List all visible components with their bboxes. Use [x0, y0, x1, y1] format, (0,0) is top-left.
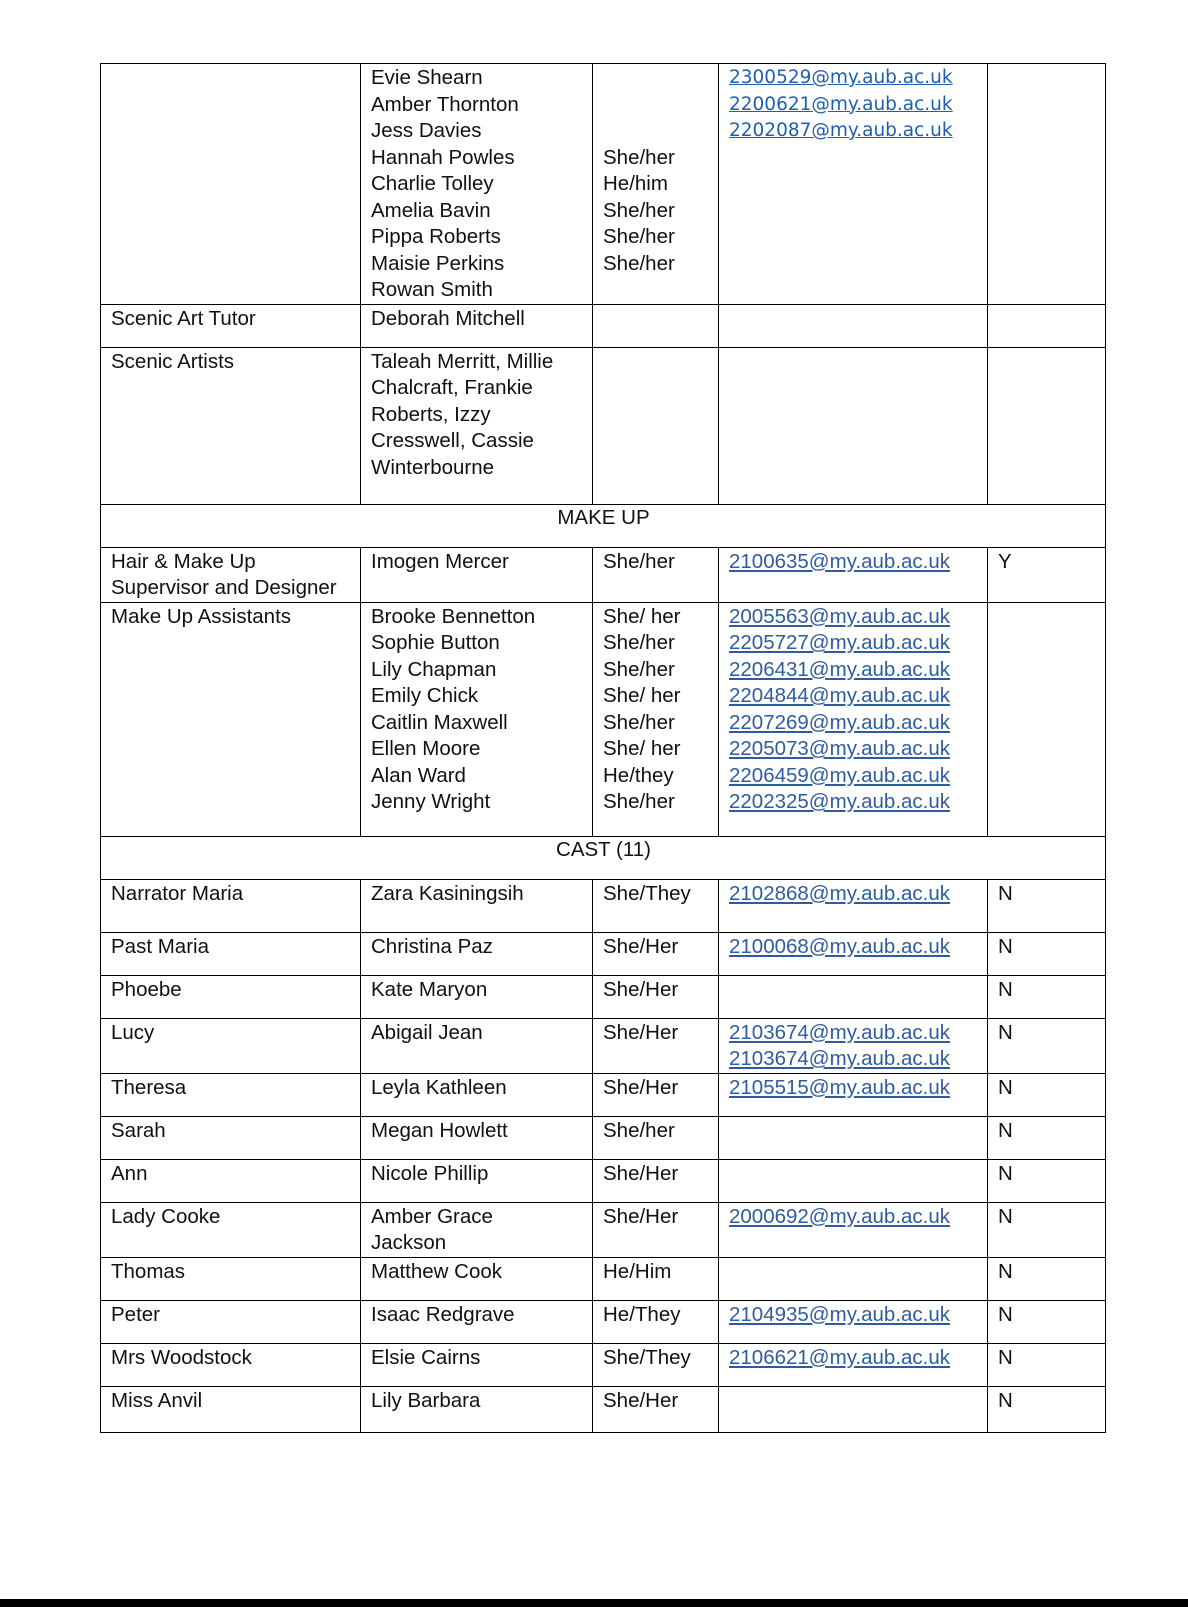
cell-text-line: She/They: [603, 1345, 691, 1369]
cell-text-line: Emily Chick: [371, 684, 479, 707]
flag-cell: [988, 64, 1106, 305]
role-cell: [101, 304, 361, 347]
cell-text-line: N: [998, 1388, 1013, 1412]
cell-text-line: Scenic Art Tutor: [111, 306, 256, 330]
role-cell: [101, 1386, 361, 1432]
cell-text-line: She/Her: [603, 1161, 679, 1185]
flag-cell: [988, 1343, 1106, 1386]
email-link[interactable]: 2207269@my.aub.ac.uk: [729, 710, 951, 734]
cell-text-line: She/her: [603, 657, 675, 681]
cell-text-line: Taleah Merritt, Millie: [371, 349, 554, 373]
pronoun-cell: [593, 879, 719, 932]
cell-text-line: Make Up Assistants: [111, 604, 292, 628]
cell-text-line: Jenny Wright: [371, 790, 491, 813]
cell-text-line: She/her: [603, 251, 675, 275]
pronoun-cell: [593, 1257, 719, 1300]
flag-cell: [988, 1300, 1106, 1343]
cell-text-line: Deborah Mitchell: [371, 306, 525, 330]
email-link[interactable]: 2205727@my.aub.ac.uk: [729, 631, 951, 654]
role-cell: [101, 975, 361, 1018]
email-cell: [719, 1300, 988, 1343]
cell-text-line: Sophie Button: [371, 631, 500, 654]
table-row: [101, 1386, 1106, 1432]
flag-cell: [988, 879, 1106, 932]
cell-text-line: Isaac Redgrave: [371, 1302, 515, 1326]
cell-text-line: Maisie Perkins: [371, 251, 505, 275]
cell-text-line: Jess Davies: [371, 119, 482, 142]
crew-cast-table: [100, 63, 1106, 1433]
cell-text-line: Kate Maryon: [371, 977, 488, 1001]
email-cell: [719, 1202, 988, 1257]
cell-text-line: Lily Chapman: [371, 657, 497, 681]
cell-text-line: [603, 65, 709, 92]
pronoun-cell: [593, 347, 719, 504]
name-cell: [361, 347, 593, 504]
pronoun-cell: [593, 1202, 719, 1257]
cell-text-line: She/Her: [603, 934, 679, 958]
section-header-row: [101, 504, 1106, 547]
cell-text-line: N: [998, 1259, 1013, 1283]
email-cell: [719, 602, 988, 836]
email-cell: [719, 1386, 988, 1432]
cell-text-line: She/her: [603, 631, 675, 654]
cell-text-line: N: [998, 934, 1013, 958]
pronoun-cell: [593, 547, 719, 602]
cell-text-line: N: [998, 1302, 1013, 1326]
email-cell: [719, 879, 988, 932]
cell-text-line: She/ her: [603, 604, 681, 628]
cell-text-line: N: [998, 1345, 1013, 1369]
table-row: [101, 64, 1106, 305]
cell-text-line: N: [998, 1020, 1013, 1044]
pronoun-cell: [593, 602, 719, 836]
cell-text-line: Abigail Jean: [371, 1020, 483, 1044]
table-row: [101, 1257, 1106, 1300]
role-cell: [101, 932, 361, 975]
name-cell: [361, 975, 593, 1018]
email-cell: [719, 932, 988, 975]
cell-text-line: Rowan Smith: [371, 278, 493, 301]
cell-text-line: Caitlin Maxwell: [371, 710, 508, 734]
cell-text-line: Evie Shearn: [371, 66, 483, 89]
email-link[interactable]: 2202325@my.aub.ac.uk: [729, 790, 951, 813]
table-row: [101, 1116, 1106, 1159]
table-row: [101, 1073, 1106, 1116]
section-header-row: [101, 836, 1106, 879]
table-row: [101, 347, 1106, 504]
pronoun-cell: [593, 975, 719, 1018]
cell-text-line: Matthew Cook: [371, 1259, 503, 1283]
name-cell: [361, 1116, 593, 1159]
cell-text-line: Hair & Make Up: [111, 549, 256, 573]
cell-text-line: Charlie Tolley: [371, 172, 494, 195]
cell-text-line: Scenic Artists: [111, 349, 235, 373]
role-cell: [101, 1073, 361, 1116]
pronoun-cell: [593, 1073, 719, 1116]
cell-text-line: [603, 118, 709, 145]
email-cell: [719, 304, 988, 347]
email-link[interactable]: 2204844@my.aub.ac.uk: [729, 684, 951, 707]
email-link[interactable]: 2105515@my.aub.ac.uk: [729, 1075, 951, 1099]
cell-text-line: He/Him: [603, 1259, 672, 1283]
pronoun-cell: [593, 1116, 719, 1159]
pronoun-cell: [593, 932, 719, 975]
email-link[interactable]: 2202087@my.aub.ac.uk: [729, 120, 953, 141]
flag-cell: [988, 347, 1106, 504]
email-link[interactable]: 2300529@my.aub.ac.uk: [729, 67, 953, 88]
cell-text-line: Sarah: [111, 1118, 166, 1142]
flag-cell: [988, 1257, 1106, 1300]
email-cell: [719, 975, 988, 1018]
flag-cell: [988, 304, 1106, 347]
role-cell: [101, 1018, 361, 1073]
cell-text-line: Miss Anvil: [111, 1388, 203, 1412]
flag-cell: [988, 602, 1106, 836]
cell-text-line: She/her: [603, 790, 675, 813]
pronoun-cell: [593, 1159, 719, 1202]
email-link[interactable]: 2005563@my.aub.ac.uk: [729, 604, 951, 628]
name-cell: [361, 1018, 593, 1073]
role-cell: [101, 1343, 361, 1386]
cell-text-line: Jackson: [371, 1231, 447, 1254]
role-cell: [101, 1116, 361, 1159]
pronoun-cell: [593, 1343, 719, 1386]
role-cell: [101, 879, 361, 932]
cell-text-line: She/ her: [603, 737, 681, 760]
cell-text-line: She/Her: [603, 1075, 679, 1099]
cell-text-line: Amber Grace: [371, 1204, 493, 1228]
name-cell: [361, 932, 593, 975]
pronoun-cell: [593, 304, 719, 347]
flag-cell: [988, 1202, 1106, 1257]
cell-text-line: He/they: [603, 763, 674, 787]
cell-text-line: Peter: [111, 1302, 160, 1326]
cell-text-line: Winterbourne: [371, 455, 495, 479]
role-cell: [101, 1202, 361, 1257]
cell-text-line: She/Her: [603, 1020, 679, 1044]
table-row: [101, 304, 1106, 347]
cell-text-line: Alan Ward: [371, 763, 466, 787]
email-cell: [719, 1159, 988, 1202]
cell-text-line: She/her: [603, 710, 675, 734]
cell-text-line: She/her: [603, 225, 675, 248]
cell-text-line: She/her: [603, 145, 675, 169]
pronoun-cell: [593, 1386, 719, 1432]
name-cell: [361, 1386, 593, 1432]
cell-text-line: Amber Thornton: [371, 92, 519, 116]
email-cell: [719, 347, 988, 504]
cell-text-line: Amelia Bavin: [371, 198, 491, 222]
cell-text-line: Cresswell, Cassie: [371, 429, 534, 452]
email-link[interactable]: 2103674@my.aub.ac.uk: [729, 1020, 951, 1044]
flag-cell: [988, 1018, 1106, 1073]
role-cell: [101, 602, 361, 836]
table-row: [101, 879, 1106, 932]
cell-text-line: She/ her: [603, 684, 681, 707]
cell-text-line: Y: [998, 549, 1012, 573]
cell-text-line: Elsie Cairns: [371, 1345, 481, 1369]
table-row: [101, 932, 1106, 975]
email-cell: [719, 64, 988, 305]
role-cell: [101, 347, 361, 504]
cell-text-line: He/They: [603, 1302, 681, 1326]
pronoun-cell: [593, 1300, 719, 1343]
role-cell: [101, 547, 361, 602]
flag-cell: [988, 1073, 1106, 1116]
table-row: [101, 1300, 1106, 1343]
cell-text-line: Imogen Mercer: [371, 549, 509, 573]
cell-text-line: Theresa: [111, 1075, 187, 1099]
flag-cell: [988, 975, 1106, 1018]
cell-text-line: Narrator Maria: [111, 881, 244, 905]
email-link[interactable]: 2206431@my.aub.ac.uk: [729, 657, 951, 681]
cell-text-line: Lily Barbara: [371, 1388, 481, 1412]
cell-text-line: N: [998, 1204, 1013, 1228]
email-link[interactable]: 2000692@my.aub.ac.uk: [729, 1204, 951, 1228]
cell-text-line: Roberts, Izzy: [371, 402, 491, 426]
cell-text-line: Hannah Powles: [371, 145, 515, 169]
table-body: [101, 64, 1106, 1433]
email-cell: [719, 1018, 988, 1073]
email-cell: [719, 1116, 988, 1159]
table-row: [101, 602, 1106, 836]
email-link[interactable]: 2205073@my.aub.ac.uk: [729, 737, 951, 760]
cell-text-line: He/him: [603, 172, 668, 195]
name-cell: [361, 64, 593, 305]
flag-cell: [988, 1116, 1106, 1159]
email-link[interactable]: 2104935@my.aub.ac.uk: [729, 1302, 951, 1326]
name-cell: [361, 1159, 593, 1202]
flag-cell: [988, 547, 1106, 602]
cell-text-line: Chalcraft, Frankie: [371, 376, 533, 399]
cell-text-line: Ann: [111, 1161, 148, 1185]
role-cell: [101, 1300, 361, 1343]
cell-text-line: Lucy: [111, 1020, 155, 1044]
cell-text-line: She/Her: [603, 1388, 679, 1412]
cell-text-line: N: [998, 1075, 1013, 1099]
cell-text-line: Supervisor and Designer: [111, 576, 337, 599]
email-link[interactable]: 2100068@my.aub.ac.uk: [729, 934, 951, 958]
table-row: [101, 1202, 1106, 1257]
cell-text-line: Thomas: [111, 1259, 186, 1283]
cell-text-line: Megan Howlett: [371, 1118, 508, 1142]
cell-text-line: Past Maria: [111, 934, 209, 958]
cell-text-line: Zara Kasiningsih: [371, 881, 524, 905]
section-heading: MAKE UP: [101, 504, 1106, 547]
email-cell: [719, 1073, 988, 1116]
email-link[interactable]: 2103674@my.aub.ac.uk: [729, 1047, 951, 1070]
table-row: [101, 1343, 1106, 1386]
name-cell: [361, 1073, 593, 1116]
cell-text-line: She/her: [603, 549, 675, 573]
cell-text-line: [603, 92, 709, 119]
page-bottom-edge: [0, 1599, 1188, 1607]
role-cell: [101, 64, 361, 305]
cell-text-line: She/her: [603, 1118, 675, 1142]
cell-text-line: Pippa Roberts: [371, 225, 501, 248]
cell-text-line: Mrs Woodstock: [111, 1345, 252, 1369]
table-row: [101, 1018, 1106, 1073]
cell-text-line: She/Her: [603, 977, 679, 1001]
pronoun-cell: [593, 1018, 719, 1073]
name-cell: [361, 602, 593, 836]
name-cell: [361, 304, 593, 347]
flag-cell: [988, 1159, 1106, 1202]
email-link[interactable]: 2102868@my.aub.ac.uk: [729, 881, 951, 905]
cell-text-line: Leyla Kathleen: [371, 1075, 507, 1099]
email-link[interactable]: 2206459@my.aub.ac.uk: [729, 763, 951, 787]
name-cell: [361, 547, 593, 602]
name-cell: [361, 1343, 593, 1386]
name-cell: [361, 1300, 593, 1343]
table-row: [101, 1159, 1106, 1202]
cell-text-line: N: [998, 1118, 1013, 1142]
email-cell: [719, 1257, 988, 1300]
cell-text-line: She/her: [603, 198, 675, 222]
email-link[interactable]: 2200621@my.aub.ac.uk: [729, 93, 953, 115]
cell-text-line: She/Her: [603, 1204, 679, 1228]
cell-text-line: Christina Paz: [371, 934, 493, 958]
cell-text-line: Nicole Phillip: [371, 1161, 489, 1185]
pronoun-cell: [593, 64, 719, 305]
table-row: [101, 975, 1106, 1018]
name-cell: [361, 1202, 593, 1257]
cell-text-line: Lady Cooke: [111, 1204, 221, 1228]
cell-text-line: Ellen Moore: [371, 737, 481, 760]
cell-text-line: N: [998, 1161, 1013, 1185]
section-heading: CAST (11): [101, 836, 1106, 879]
table-row: [101, 547, 1106, 602]
name-cell: [361, 879, 593, 932]
email-link[interactable]: 2100635@my.aub.ac.uk: [729, 549, 951, 573]
email-cell: [719, 547, 988, 602]
email-link[interactable]: 2106621@my.aub.ac.uk: [729, 1345, 951, 1369]
role-cell: [101, 1257, 361, 1300]
cell-text-line: N: [998, 977, 1013, 1001]
flag-cell: [988, 1386, 1106, 1432]
cell-text-line: Phoebe: [111, 977, 182, 1001]
email-cell: [719, 1343, 988, 1386]
cell-text-line: She/They: [603, 881, 691, 905]
cell-text-line: N: [998, 881, 1013, 905]
role-cell: [101, 1159, 361, 1202]
cell-text-line: Brooke Bennetton: [371, 604, 536, 628]
flag-cell: [988, 932, 1106, 975]
name-cell: [361, 1257, 593, 1300]
